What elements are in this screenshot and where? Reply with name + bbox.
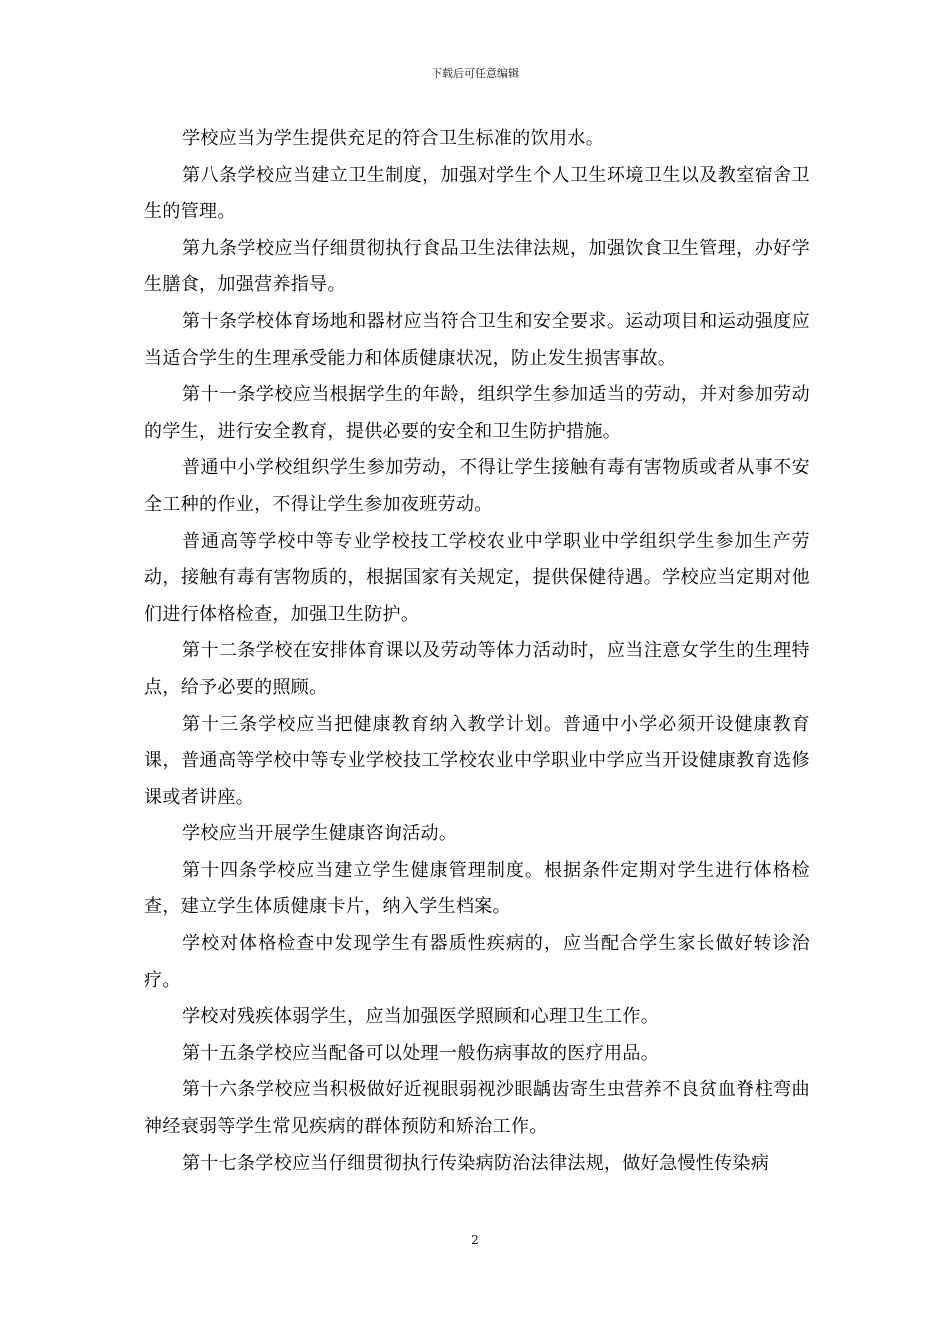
document-body xyxy=(144,121,810,1182)
paragraph: 学校应当开展学生健康咨询活动。 xyxy=(182,823,458,845)
paragraph: 普通高等学校中等专业学校技工学校农业中学职业中学组织学生参加生产劳动，接触有毒有害物质的，根据国家有关规定，提供保健待遇。学校应当定期对他们进行体格检查，加强卫生防护。 xyxy=(144,530,810,625)
paragraph: 第十四条学校应当建立学生健康管理制度。根据条件定期对学生进行体格检查，建立学生体质健康卡片，纳入学生档案。 xyxy=(144,859,810,918)
paragraph: 普通中小学校组织学生参加劳动，不得让学生接触有毒有害物质或者从事不安全工种的作业，不得让学生参加夜班劳动。 xyxy=(144,457,810,515)
page-number: 2 xyxy=(471,1233,479,1247)
paragraph: 第十五条学校应当配备可以处理一般伤病事故的医疗用品。 xyxy=(182,1042,660,1064)
page-header: 下载后可任意编辑 xyxy=(431,67,519,80)
paragraph: 第十六条学校应当积极做好近视眼弱视沙眼龋齿寄生虫营养不良贫血脊柱弯曲神经衰弱等学生常见疾病的群体预防和矫治工作。 xyxy=(144,1079,810,1138)
paragraph: 第八条学校应当建立卫生制度，加强对学生个人卫生环境卫生以及教室宿舍卫生的管理。 xyxy=(144,164,810,223)
paragraph: 第十三条学校应当把健康教育纳入教学计划。普通中小学必须开设健康教育课，普通高等学校中等专业学校技工学校农业中学职业中学应当开设健康教育选修课或者讲座。 xyxy=(144,713,810,808)
paragraph: 第十条学校体育场地和器材应当符合卫生和安全要求。运动项目和运动强度应当适合学生的生理承受能力和体质健康状况，防止发生损害事故。 xyxy=(144,310,810,369)
paragraph: 第十七条学校应当仔细贯彻执行传染病防治法律法规，做好急慢性传染病 xyxy=(182,1152,770,1174)
paragraph: 第十一条学校应当根据学生的年龄，组织学生参加适当的劳动，并对参加劳动的学生，进行安全教育，提供必要的安全和卫生防护措施。 xyxy=(144,384,810,442)
paragraph: 学校应当为学生提供充足的符合卫生标准的饮用水。 xyxy=(182,128,605,149)
paragraph: 第九条学校应当仔细贯彻执行食品卫生法律法规，加强饮食卫生管理，办好学生膳食，加强营养指导。 xyxy=(144,237,810,296)
paragraph: 学校对残疾体弱学生，应当加强医学照顾和心理卫生工作。 xyxy=(182,1006,660,1028)
paragraph: 第十二条学校在安排体育课以及劳动等体力活动时，应当注意女学生的生理特点，给予必要的照顾。 xyxy=(144,640,810,698)
paragraph: 学校对体格检查中发现学生有器质性疾病的，应当配合学生家长做好转诊治疗。 xyxy=(144,933,810,991)
